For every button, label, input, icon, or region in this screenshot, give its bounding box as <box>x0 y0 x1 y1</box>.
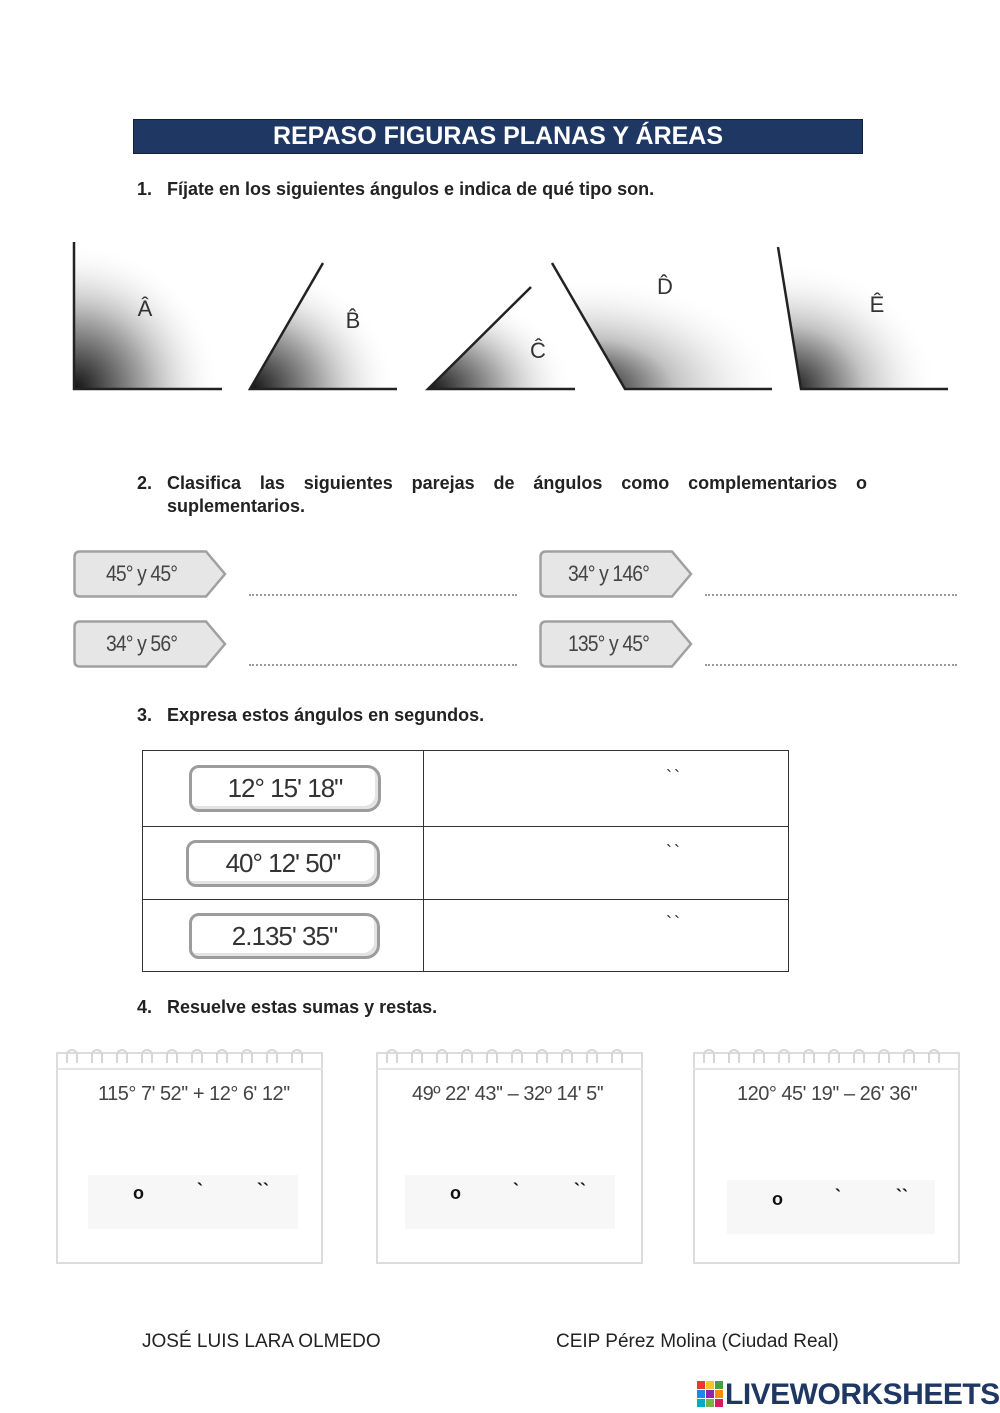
angle-label-e: Ê <box>869 292 885 317</box>
question-2-word: como <box>621 473 670 493</box>
angle-pill: 12° 15' 18" <box>189 765 381 812</box>
liveworksheets-wordmark: LIVEWORKSHEETS <box>725 1378 1000 1411</box>
angle-pill: 40° 12' 50" <box>186 840 380 887</box>
question-2-word: o <box>856 473 867 493</box>
second-mark: `` <box>257 1180 269 1200</box>
answer-line[interactable] <box>705 594 957 596</box>
degree-mark: o <box>133 1183 144 1203</box>
answer-cell[interactable] <box>424 900 789 972</box>
angle-label-b: B̂ <box>345 308 361 333</box>
degree-mark: o <box>772 1189 783 1209</box>
angle-a <box>74 242 222 389</box>
footer-school: CEIP Pérez Molina (Ciudad Real) <box>556 1331 839 1352</box>
angle-c <box>428 287 575 389</box>
question-2-word: siguientes <box>303 473 393 493</box>
table-row <box>143 900 789 972</box>
pair-label: 45° y 45° <box>106 561 178 586</box>
pair-label: 34° y 56° <box>106 631 178 656</box>
angle-pill: 2.135' 35" <box>189 913 380 959</box>
question-2-word: parejas <box>411 473 475 493</box>
angle-b <box>250 263 397 389</box>
operation-expression: 115° 7' 52'' + 12° 6' 12'' <box>98 1083 290 1105</box>
question-2-line2: suplementarios. <box>167 496 306 516</box>
angle-label-d: D̂ <box>657 274 673 299</box>
question-1-number: 1. <box>137 179 153 199</box>
seconds-unit: `` <box>666 842 682 862</box>
note-card <box>375 1045 645 1265</box>
footer-author: JOSÉ LUIS LARA OLMEDO <box>142 1331 381 1352</box>
angle-d <box>552 263 772 389</box>
question-4 <box>137 997 437 1018</box>
question-2-word: las <box>259 473 285 493</box>
answer-cell[interactable] <box>424 751 789 827</box>
question-3 <box>137 705 484 726</box>
degree-mark: o <box>450 1183 461 1203</box>
seconds-unit: `` <box>666 913 682 933</box>
minute-mark: ` <box>197 1180 203 1200</box>
question-1 <box>137 179 654 200</box>
answer-line[interactable] <box>249 594 517 596</box>
pair-label: 34° y 146° <box>568 561 649 586</box>
question-3-number: 3. <box>137 705 153 725</box>
note-card <box>55 1045 325 1265</box>
angle-cell <box>143 900 424 972</box>
angle-label-c: Ĉ <box>530 338 546 363</box>
angle-cell <box>143 751 424 827</box>
seconds-unit: `` <box>666 767 682 787</box>
angle-e <box>778 247 948 389</box>
operation-expression: 120° 45' 19'' – 26' 36'' <box>737 1083 918 1105</box>
seconds-table <box>142 750 789 972</box>
question-4-number: 4. <box>137 997 153 1017</box>
angle-cell <box>143 827 424 900</box>
pair-label: 135° y 45° <box>568 631 649 656</box>
table-row <box>143 751 789 827</box>
liveworksheets-logo[interactable] <box>697 1378 1000 1412</box>
answer-line[interactable] <box>705 664 957 666</box>
answer-cell[interactable] <box>424 827 789 900</box>
minute-mark: ` <box>513 1180 519 1200</box>
question-2-word: complementarios <box>688 473 838 493</box>
question-2-word: ángulos <box>533 473 603 493</box>
question-2-word: de <box>493 473 515 493</box>
question-4-text: Resuelve estas sumas y restas. <box>167 997 438 1017</box>
answer-line[interactable] <box>249 664 517 666</box>
question-3-text: Expresa estos ángulos en segundos. <box>167 705 485 725</box>
angles-figure <box>0 230 1000 405</box>
page-title: REPASO FIGURAS PLANAS Y ÁREAS <box>133 119 863 154</box>
second-mark: `` <box>574 1180 586 1200</box>
liveworksheets-icon <box>697 1380 725 1410</box>
second-mark: `` <box>896 1186 908 1206</box>
question-2-word: Clasifica <box>167 473 242 493</box>
angle-label-a: Â <box>137 296 153 321</box>
operation-expression: 49º 22' 43'' – 32º 14' 5'' <box>412 1083 604 1105</box>
question-2-number: 2. <box>137 473 153 493</box>
table-row <box>143 827 789 900</box>
question-2 <box>137 472 867 518</box>
minute-mark: ` <box>835 1186 841 1206</box>
question-1-text: Fíjate en los siguientes ángulos e indica de qué tipo son. <box>167 179 655 199</box>
